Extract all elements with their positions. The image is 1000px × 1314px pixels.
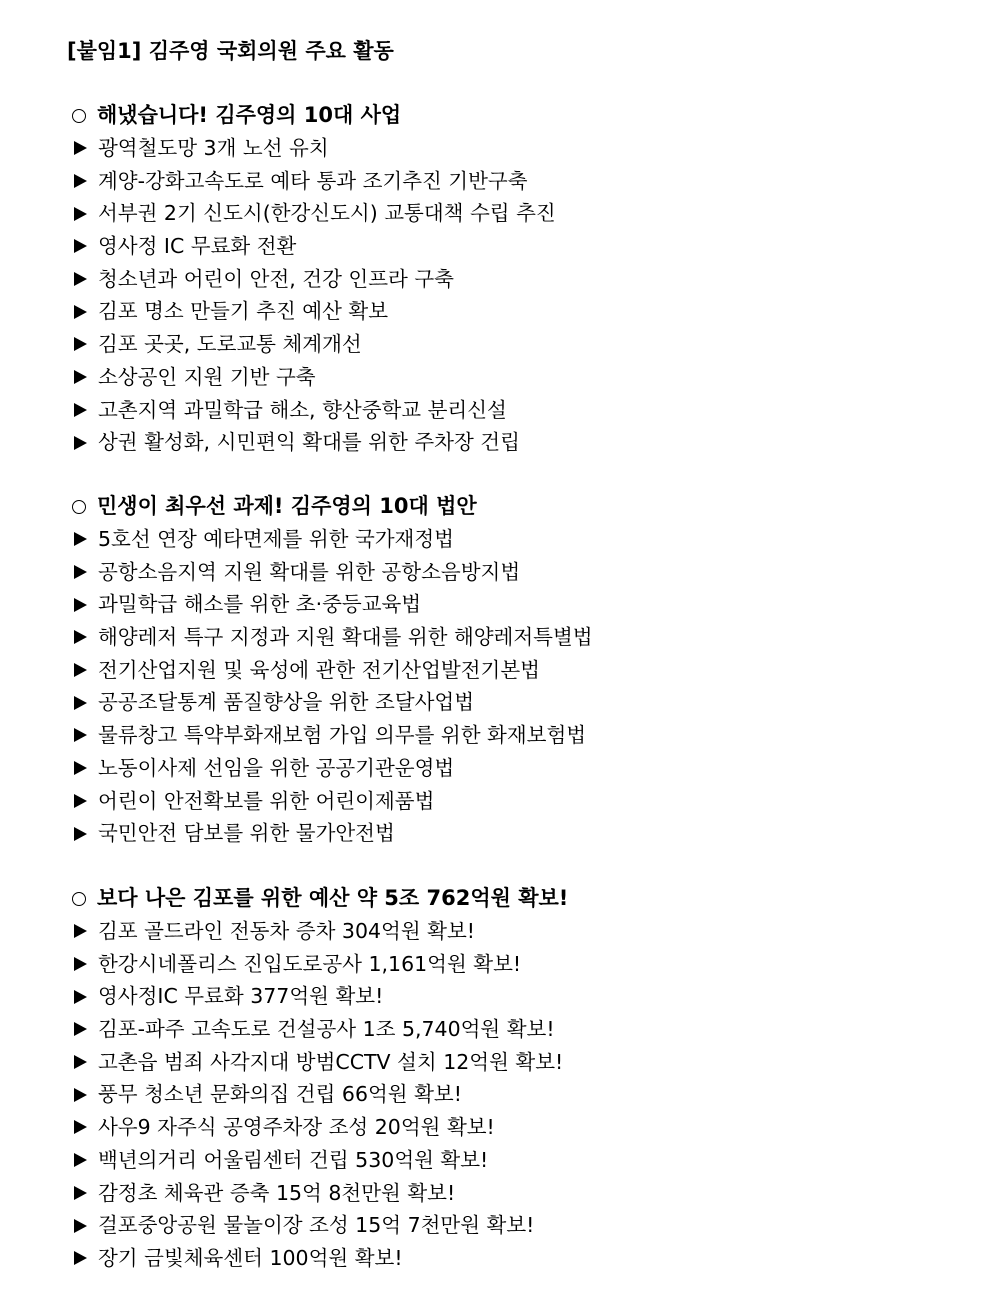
list-item-text: 백년의거리 어울림센터 건립 530억원 확보! — [98, 1147, 489, 1172]
list-item — [70, 361, 556, 394]
list-item — [70, 523, 593, 556]
section-budget — [70, 882, 568, 1275]
triangle-bullet-icon — [74, 794, 87, 808]
list-item — [70, 328, 556, 361]
list-item-text: 감정초 체육관 증축 15억 8천만원 확보! — [98, 1180, 456, 1205]
list-item-text: 장기 금빛체육센터 100억원 확보! — [98, 1245, 403, 1270]
list-item — [70, 394, 556, 427]
triangle-bullet-icon — [74, 1055, 87, 1069]
list-item-text: 김포-파주 고속도로 건설공사 1조 5,740억원 확보! — [98, 1017, 555, 1042]
list-item-text: 전기산업지원 및 육성에 관한 전기산업발전기본법 — [98, 657, 540, 682]
section-heading — [70, 99, 556, 132]
triangle-bullet-icon — [74, 696, 87, 710]
list-item-text: 김포 골드라인 전동차 증차 304억원 확보! — [98, 919, 475, 943]
triangle-bullet-icon — [74, 761, 87, 775]
triangle-bullet-icon — [74, 403, 87, 417]
triangle-bullet-icon — [74, 1251, 87, 1265]
list-item-text: 5호선 연장 예타면제를 위한 국가재정법 — [98, 527, 454, 551]
triangle-bullet-icon — [74, 532, 87, 546]
triangle-bullet-icon — [74, 728, 87, 742]
triangle-bullet-icon — [74, 990, 87, 1004]
triangle-bullet-icon — [74, 305, 87, 319]
list-item — [70, 719, 593, 752]
list-item-text: 김포 곳곳, 도로교통 체계개선 — [98, 332, 362, 357]
list-item — [70, 817, 593, 850]
list-item-text: 영사정 IC 무료화 전환 — [98, 234, 297, 259]
section-heading — [70, 882, 568, 915]
section-heading-text: 해냈습니다! 김주영의 10대 사업 — [97, 103, 402, 127]
list-item — [70, 132, 556, 165]
list-item-text: 소상공인 지원 기반 구축 — [98, 364, 316, 389]
list-item — [70, 556, 593, 589]
list-item-text: 청소년과 어린이 안전, 건강 인프라 구축 — [98, 266, 454, 291]
list-item-text: 풍무 청소년 문화의집 건립 66억원 확보! — [98, 1082, 462, 1107]
list-item-text: 한강시네폴리스 진입도로공사 1,161억원 확보! — [98, 951, 522, 976]
document-title: [붙임1] 김주영 국회의원 주요 활동 — [67, 39, 394, 63]
list-item-text: 영사정IC 무료화 377억원 확보! — [98, 984, 384, 1009]
list-item-text: 고촌지역 과밀학급 해소, 향산중학교 분리신설 — [98, 397, 507, 422]
triangle-bullet-icon — [74, 827, 87, 841]
triangle-bullet-icon — [74, 174, 87, 188]
list-item-text: 어린이 안전확보를 위한 어린이제품법 — [98, 788, 435, 813]
circle-bullet-icon — [72, 500, 86, 514]
list-item — [70, 1177, 568, 1210]
triangle-bullet-icon — [74, 239, 87, 253]
list-item — [70, 915, 568, 948]
triangle-bullet-icon — [74, 924, 87, 938]
triangle-bullet-icon — [74, 663, 87, 677]
list-item — [70, 752, 593, 785]
list-item — [70, 980, 568, 1013]
list-item-text: 김포 명소 만들기 추진 예산 확보 — [98, 299, 389, 324]
list-item — [70, 1111, 568, 1144]
list-item-text: 상권 활성화, 시민편익 확대를 위한 주차장 건립 — [98, 430, 520, 455]
list-item — [70, 197, 556, 230]
list-item — [70, 1078, 568, 1111]
list-item — [70, 785, 593, 818]
list-item — [70, 1013, 568, 1046]
triangle-bullet-icon — [74, 1153, 87, 1167]
triangle-bullet-icon — [74, 272, 87, 286]
list-item-text: 노동이사제 선임을 위한 공공기관운영법 — [98, 755, 455, 780]
list-item — [70, 1046, 568, 1079]
list-item — [70, 165, 556, 198]
triangle-bullet-icon — [74, 370, 87, 384]
section-bills — [70, 490, 593, 850]
list-item — [70, 1209, 568, 1242]
list-item-text: 걸포중앙공원 물놀이장 조성 15억 7천만원 확보! — [98, 1213, 535, 1238]
list-item — [70, 588, 593, 621]
list-item-text: 과밀학급 해소를 위한 초·중등교육법 — [98, 592, 422, 617]
list-item — [70, 654, 593, 687]
triangle-bullet-icon — [74, 141, 87, 155]
list-item — [70, 1242, 568, 1275]
list-item-text: 서부권 2기 신도시(한강신도시) 교통대책 수립 추진 — [98, 201, 556, 226]
triangle-bullet-icon — [74, 337, 87, 351]
list-item-text: 광역철도망 3개 노선 유치 — [98, 136, 329, 160]
list-item — [70, 1144, 568, 1177]
list-item-text: 공항소음지역 지원 확대를 위한 공항소음방지법 — [98, 559, 521, 584]
triangle-bullet-icon — [74, 1088, 87, 1102]
triangle-bullet-icon — [74, 436, 87, 450]
triangle-bullet-icon — [74, 630, 87, 644]
section-heading-text: 민생이 최우선 과제! 김주영의 10대 법안 — [97, 494, 477, 518]
list-item-text: 고촌읍 범죄 사각지대 방범CCTV 설치 12억원 확보! — [98, 1049, 564, 1074]
section-heading — [70, 490, 593, 523]
triangle-bullet-icon — [74, 1120, 87, 1134]
list-item — [70, 621, 593, 654]
triangle-bullet-icon — [74, 598, 87, 612]
list-item — [70, 230, 556, 263]
triangle-bullet-icon — [74, 1186, 87, 1200]
list-item-text: 국민안전 담보를 위한 물가안전법 — [98, 821, 395, 846]
list-item — [70, 263, 556, 296]
list-item-text: 공공조달통계 품질향상을 위한 조달사업법 — [98, 690, 475, 715]
list-item-text: 계양-강화고속도로 예타 통과 조기추진 기반구축 — [98, 168, 528, 193]
list-item-text: 사우9 자주식 공영주차장 조성 20억원 확보! — [98, 1115, 495, 1140]
triangle-bullet-icon — [74, 1219, 87, 1233]
list-item-text: 해양레저 특구 지정과 지원 확대를 위한 해양레저특별법 — [98, 625, 593, 650]
list-item — [70, 295, 556, 328]
circle-bullet-icon — [72, 892, 86, 906]
list-item — [70, 948, 568, 981]
list-item-text: 물류창고 특약부화재보험 가입 의무를 위한 화재보험법 — [98, 723, 587, 748]
triangle-bullet-icon — [74, 1022, 87, 1036]
triangle-bullet-icon — [74, 207, 87, 221]
triangle-bullet-icon — [74, 565, 87, 579]
section-heading-text: 보다 나은 김포를 위한 예산 약 5조 762억원 확보! — [97, 886, 569, 910]
section-projects — [70, 99, 556, 459]
list-item — [70, 426, 556, 459]
circle-bullet-icon — [72, 109, 86, 123]
triangle-bullet-icon — [74, 957, 87, 971]
list-item — [70, 686, 593, 719]
